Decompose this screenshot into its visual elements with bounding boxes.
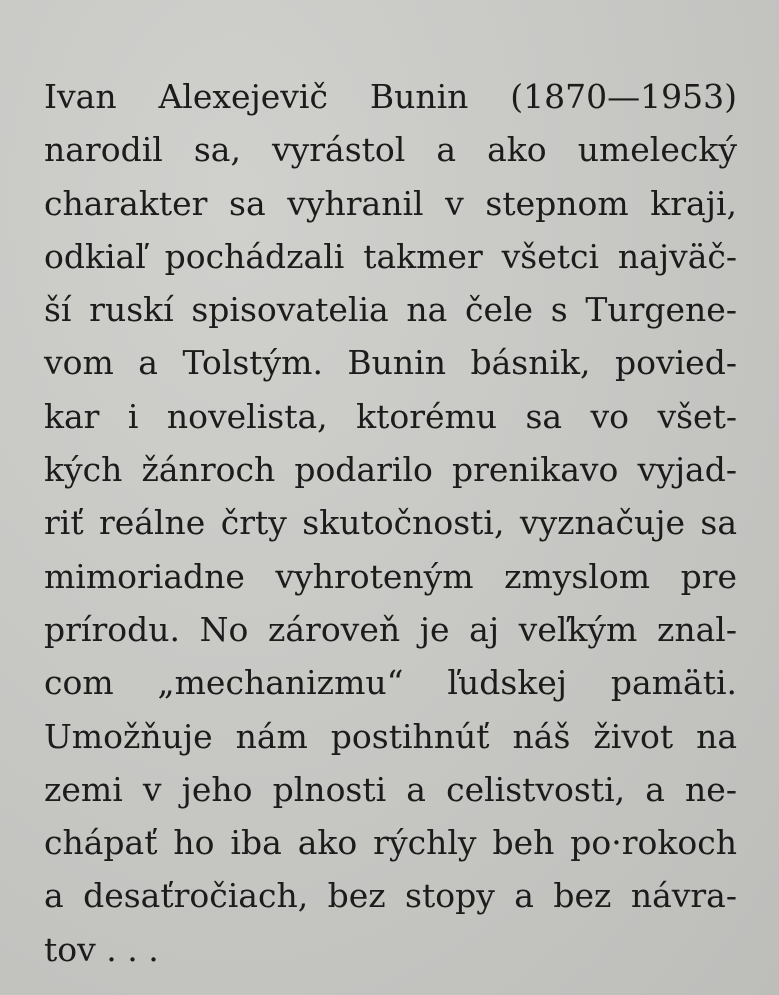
author-bio-paragraph [44,70,737,976]
text-line: a desaťročiach, bez stopy a bez návra- [44,876,737,916]
text-line: Umožňuje nám postihnúť náš život na [44,716,737,756]
text-line: narodil sa, vyrástol a ako umelecký [44,130,737,170]
text-line: kých žánroch podarilo prenikavo vyjad- [44,450,737,490]
text-line: tov . . . [44,929,159,969]
text-line: ší ruskí spisovatelia na čele s Turgene- [44,290,737,330]
text-line: kar i novelista, ktorému sa vo všet- [44,396,737,436]
text-line: riť reálne črty skutočnosti, vyznačuje sa [44,503,737,543]
text-line: Ivan Alexejevič Bunin (1870—1953) [44,77,737,116]
text-line: zemi v jeho plnosti a celistvosti, a ne- [44,769,737,809]
text-line: prírodu. No zároveň je aj veľkým znal- [44,609,737,649]
text-line: charakter sa vyhranil v stepnom kraji, [44,183,737,223]
text-line: chápať ho iba ako rýchly beh po·rokoch [44,823,737,863]
text-line: com „mechanizmu“ ľudskej pamäti. [44,663,737,703]
text-line: vom a Tolstým. Bunin básnik, povied- [44,343,737,383]
text-line: odkiaľ pochádzali takmer všetci najväč- [44,236,737,276]
text-line: mimoriadne vyhroteným zmyslom pre [44,556,737,596]
